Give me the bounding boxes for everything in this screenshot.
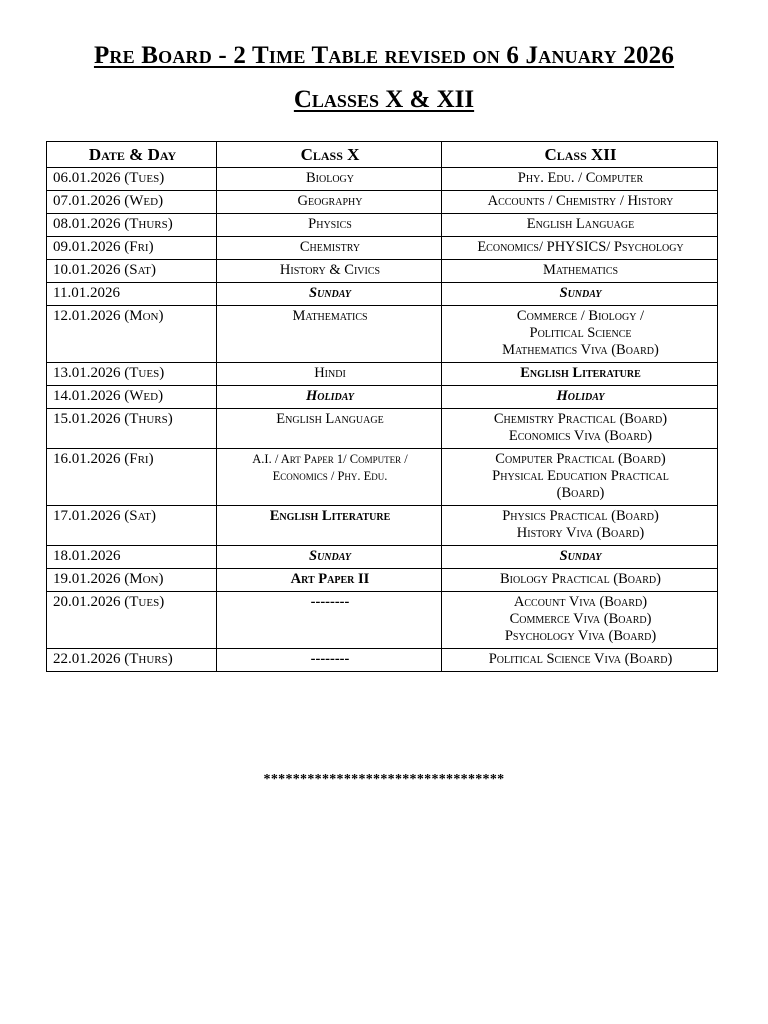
table-row: [47, 237, 718, 260]
cell-class-xii-line: Account Viva (Board): [513, 594, 648, 610]
cell-class-x: [217, 363, 442, 386]
cell-class-x-line: --------: [310, 594, 350, 610]
cell-class-x-line: Hindi: [314, 365, 346, 381]
cell-class-xii-line: Political Science: [529, 325, 632, 341]
cell-class-x-line: Sunday: [309, 548, 351, 564]
table-row: [47, 592, 718, 649]
cell-class-xii: [442, 649, 718, 672]
cell-class-xii-line: Sunday: [559, 285, 602, 301]
cell-class-xii: [442, 306, 718, 363]
cell-class-xii: [442, 506, 718, 546]
cell-class-xii: [442, 546, 718, 569]
table-row: [47, 449, 718, 506]
cell-class-xii: [442, 191, 718, 214]
cell-class-x-line: A.I. / Art Paper 1/ Computer /: [252, 452, 408, 466]
cell-class-x: [217, 283, 442, 306]
cell-date: 12.01.2026 (Mon): [47, 306, 217, 363]
cell-date: 11.01.2026: [47, 283, 217, 306]
cell-class-x: [217, 306, 442, 363]
table-body: [47, 168, 718, 672]
cell-class-xii: [442, 214, 718, 237]
table-row: [47, 649, 718, 672]
cell-class-x: [217, 260, 442, 283]
table-header-row: [47, 142, 718, 168]
cell-class-x-line: Economics / Phy. Edu.: [272, 469, 388, 483]
table-row: [47, 168, 718, 191]
cell-class-xii-line: Physics Practical (Board): [502, 508, 659, 524]
cell-class-x: [217, 449, 442, 506]
cell-class-xii-line: Mathematics Viva (Board): [502, 342, 659, 358]
cell-class-x-line: Physics: [308, 216, 352, 232]
cell-class-xii-line: Computer Practical (Board): [495, 451, 666, 467]
cell-class-x: [217, 214, 442, 237]
cell-class-xii-line: History Viva (Board): [516, 525, 645, 541]
cell-date: 13.01.2026 (Tues): [47, 363, 217, 386]
cell-date: 09.01.2026 (Fri): [47, 237, 217, 260]
table-row: [47, 506, 718, 546]
table-row: [47, 306, 718, 363]
table-row: [47, 409, 718, 449]
cell-class-xii-line: Chemistry Practical (Board): [493, 411, 668, 427]
cell-class-xii-line: Political Science Viva (Board): [488, 651, 673, 667]
cell-class-x-line: Holiday: [306, 388, 354, 404]
cell-class-xii-line: Sunday: [559, 548, 602, 564]
cell-class-x-line: History & Civics: [279, 262, 381, 278]
timetable: [46, 141, 718, 672]
cell-class-xii-line: English Language: [526, 216, 635, 232]
cell-date: 19.01.2026 (Mon): [47, 569, 217, 592]
cell-class-x: [217, 569, 442, 592]
cell-class-x: [217, 168, 442, 191]
cell-date: 15.01.2026 (Thurs): [47, 409, 217, 449]
cell-class-xii-line: Economics Viva (Board): [508, 428, 653, 444]
cell-class-x-line: Sunday: [309, 285, 351, 301]
table-row: [47, 363, 718, 386]
cell-date: 06.01.2026 (Tues): [47, 168, 217, 191]
cell-class-xii-line: Mathematics: [542, 262, 619, 278]
table-row: [47, 260, 718, 283]
cell-date: 20.01.2026 (Tues): [47, 592, 217, 649]
cell-class-xii-line: Physical Education Practical: [492, 468, 669, 484]
cell-class-xii: [442, 449, 718, 506]
cell-class-xii-line: (Board): [556, 485, 605, 501]
table-row: [47, 283, 718, 306]
table-row: [47, 214, 718, 237]
cell-class-xii-line: Economics/ PHYSICS/ Psychology: [477, 239, 684, 255]
cell-date: 14.01.2026 (Wed): [47, 386, 217, 409]
cell-class-xii-line: Commerce Viva (Board): [509, 611, 652, 627]
cell-date: 16.01.2026 (Fri): [47, 449, 217, 506]
cell-class-x: [217, 592, 442, 649]
cell-class-xii: [442, 409, 718, 449]
cell-class-xii: [442, 386, 718, 409]
cell-date: 10.01.2026 (Sat): [47, 260, 217, 283]
cell-class-xii: [442, 592, 718, 649]
cell-class-x: [217, 649, 442, 672]
cell-class-x: [217, 386, 442, 409]
cell-class-x-line: Geography: [297, 193, 363, 209]
cell-class-x-line: Art Paper II: [290, 571, 370, 587]
cell-class-xii: [442, 260, 718, 283]
cell-class-x: [217, 546, 442, 569]
cell-date: 22.01.2026 (Thurs): [47, 649, 217, 672]
cell-class-xii: [442, 237, 718, 260]
cell-date: 17.01.2026 (Sat): [47, 506, 217, 546]
cell-class-x-line: Chemistry: [299, 239, 361, 255]
cell-date: 18.01.2026: [47, 546, 217, 569]
cell-class-xii-line: Psychology Viva (Board): [504, 628, 657, 644]
footer-separator: *********************************: [263, 772, 505, 787]
header-date: Date & Day: [47, 142, 217, 168]
table-row: [47, 569, 718, 592]
cell-class-xii-line: Commerce / Biology /: [516, 308, 645, 324]
cell-class-xii: [442, 168, 718, 191]
cell-class-xii-line: Biology Practical (Board): [500, 571, 661, 587]
cell-class-x-line: English Language: [276, 411, 384, 427]
cell-date: 08.01.2026 (Thurs): [47, 214, 217, 237]
table-row: [47, 191, 718, 214]
cell-class-x: [217, 237, 442, 260]
cell-class-xii: [442, 363, 718, 386]
page-title: Pre Board - 2 Time Table revised on 6 January 2026: [93, 42, 675, 69]
cell-date: 07.01.2026 (Wed): [47, 191, 217, 214]
cell-class-x-line: Mathematics: [292, 308, 368, 324]
cell-class-xii: [442, 283, 718, 306]
cell-class-xii-line: Phy. Edu. / Computer: [517, 170, 644, 186]
header-class-x: Class X: [217, 142, 442, 168]
cell-class-x: [217, 506, 442, 546]
page-subtitle: Classes X & XII: [293, 86, 475, 113]
cell-class-x-line: Biology: [306, 170, 354, 186]
cell-class-xii: [442, 569, 718, 592]
table-row: [47, 386, 718, 409]
table-row: [47, 546, 718, 569]
cell-class-xii-line: Holiday: [556, 388, 605, 404]
cell-class-xii-line: English Literature: [520, 365, 641, 381]
cell-class-x-line: English Literature: [269, 508, 391, 524]
header-class-xii: Class XII: [442, 142, 718, 168]
cell-class-xii-line: Accounts / Chemistry / History: [487, 193, 674, 209]
cell-class-x: [217, 191, 442, 214]
cell-class-x-line: --------: [310, 651, 350, 667]
cell-class-x: [217, 409, 442, 449]
